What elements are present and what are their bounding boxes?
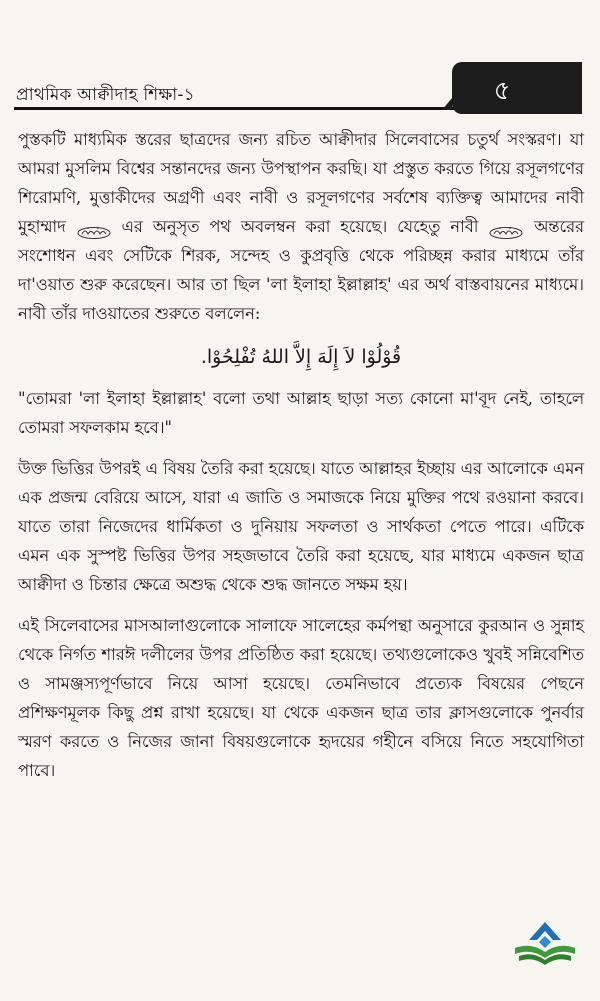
- salawat-calligraphy-icon: [76, 220, 112, 236]
- book-title: প্রাথমিক আক্বীদাহ শিক্ষা-১: [16, 85, 195, 105]
- publisher-logo-icon: [511, 918, 579, 972]
- salawat-calligraphy-icon: [488, 220, 524, 236]
- page-number: ৫: [493, 76, 511, 106]
- page-number-badge: [452, 62, 582, 114]
- paragraph-syllabus: এই সিলেবাসের মাসআলাগুলোকে সালাফে সালেহের কর্মপন্থা অনুসারে কুরআন ও সুন্নাহ থেকে নির্গত শারঈ দলীলের উপর প্রতিষ্ঠিত করা হয়েছে। তথ্যগুলোকেও খুবই সন্নিবেশিত ও সামঞ্জস্যপূর্ণভাবে নিয়ে আসা হয়েছে। তেমনিভাবে প্রত্যেক বিষয়ের পেছনে প্রশিক্ষণমূলক কিছু প্রশ্ন রাখা হয়েছে। যা থেকে একজন ছাত্র তার ক্লাসগুলোকে পুনর্বার স্মরণ করতে ও নিজের জানা বিষয়গুলোকে হৃদয়ের গহীনে বসিয়ে নিতে সহযোগিতা পাবে।: [18, 616, 584, 780]
- translation: "তোমরা 'লা ইলাহা ইল্লাল্লাহ' বলো তথা আল্লাহ ছাড়া সত্য কোনো মা'বূদ নেই, তাহলে তোমরা সফলকাম হবে।": [18, 389, 584, 437]
- page-body: [18, 125, 584, 797]
- page-header: [0, 62, 600, 122]
- header-rule: [14, 107, 454, 110]
- paragraph-intro-part-1: পুস্তকটি মাধ্যমিক স্তরের ছাত্রদের জন্য রচিত আক্বীদার সিলেবাসের চতুর্থ সংস্করণ। যা আমরা মুসলিম বিশ্বের সন্তানদের জন্য উপস্থাপন করছি। যা প্রস্তুত করতে গিয়ে রসূলগণের শিরোমণি, মুত্তাকীদের অগ্রণী এবং নাবী ও রসূলগণের সর্বশেষ ব্যক্তিত্ব আমাদের নাবী মুহাম্মাদ: [18, 130, 584, 236]
- paragraph-intro-part-3: অন্তরের সংশোধন এবং সেটিকে শিরক, সন্দেহ ও কুপ্রবৃত্তি থেকে পরিচ্ছন্ন করার মাধ্যমে তাঁর দা'ওয়াত শুরু করেছেন। আর তা ছিল 'লা ইলাহা ইল্লাল্লাহ' এর অর্থ বাস্তবায়নের মাধ্যমে। নাবী তাঁর দাওয়াতের শুরুতে বললেন:: [18, 217, 584, 323]
- paragraph-intro-part-2: এর অনুসৃত পথ অবলম্বন করা হয়েছে। যেহেতু নাবী: [121, 217, 479, 236]
- paragraph-foundation: উক্ত ভিত্তির উপরই এ বিষয় তৈরি করা হয়েছে। যাতে আল্লাহর ইচ্ছায় এর আলোকে এমন এক প্রজন্ম বেরিয়ে আসে, যারা এ জাতি ও সমাজকে নিয়ে মুক্তির পথে রওয়ানা করবে। যাতে তারা নিজেদের ধার্মিকতা ও দুনিয়ায় সফলতা ও সার্থকতা পেতে পারে। এটিকে এমন এক সুস্পষ্ট ভিত্তির উপর সহজভাবে তৈরি করা হয়েছে, যার মাধ্যমে একজন ছাত্র আক্বীদা ও চিন্তার ক্ষেত্রে অশুদ্ধ থেকে শুদ্ধ জানতে সক্ষম হয়।: [18, 459, 584, 594]
- paragraph-intro: [18, 125, 584, 328]
- arabic-quote: قُوْلُوْا لاَ إِلَهَ إِلاَّ اللهُ تُفْلِحُوْا.: [200, 346, 402, 368]
